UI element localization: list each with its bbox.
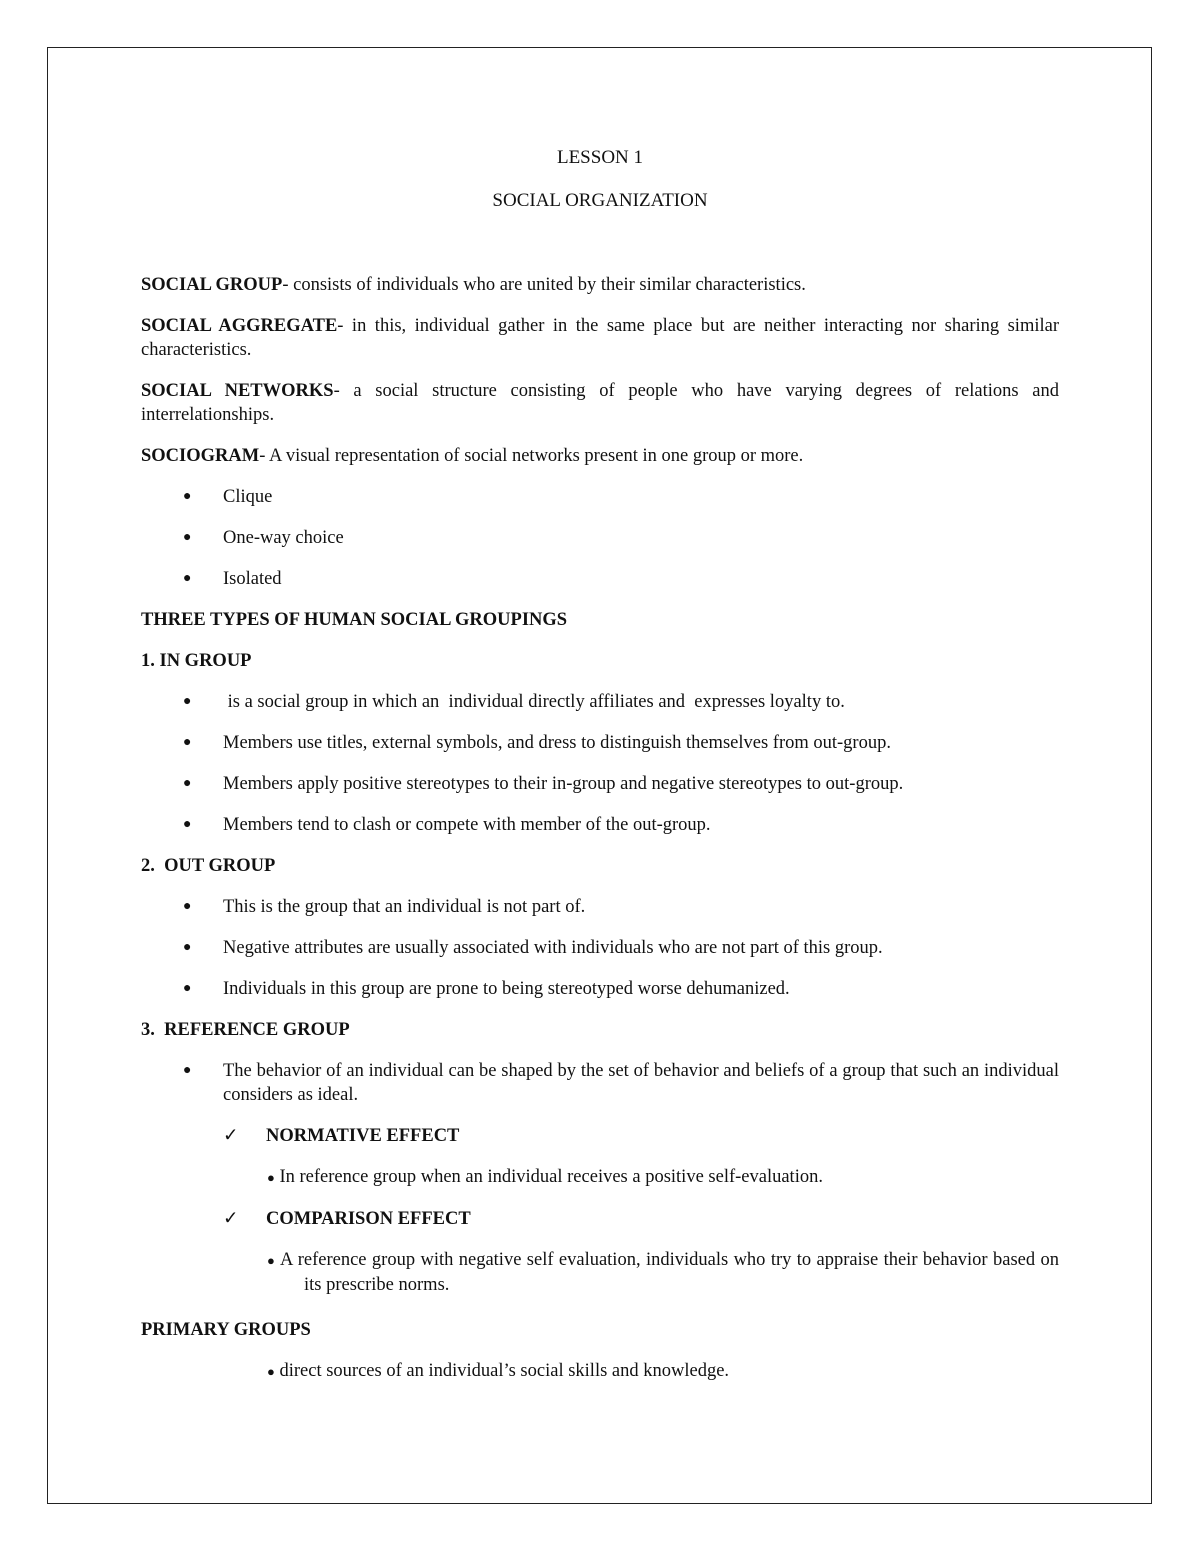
list-item (141, 977, 1059, 1001)
list-item-text: Clique (223, 487, 273, 507)
definition-term: SOCIAL AGGREGATE (141, 316, 338, 336)
definition-social-aggregate (141, 314, 1059, 362)
bullet-icon: ● (183, 776, 192, 791)
comparison-effect-item (141, 1248, 1059, 1297)
list-item-text: Isolated (223, 569, 282, 589)
bullet-icon: ● (183, 694, 192, 709)
definition-text: - A visual representation of social networks present in one group or more. (259, 446, 804, 466)
types-heading: THREE TYPES OF HUMAN SOCIAL GROUPINGS (141, 610, 568, 630)
bullet-icon: ● (183, 1063, 192, 1078)
checkmark-icon: ✓ (223, 1209, 239, 1229)
list-item-text: One-way choice (223, 528, 344, 548)
check-item-label: NORMATIVE EFFECT (266, 1126, 460, 1146)
check-item-label: COMPARISON EFFECT (266, 1209, 471, 1229)
reference-group-list (141, 1059, 1059, 1107)
list-item-text: Negative attributes are usually associated with individuals who are not part of this group. (223, 938, 883, 958)
normative-effect-heading (141, 1124, 1059, 1148)
out-group-list (141, 895, 1059, 1001)
list-item (141, 526, 1059, 550)
definition-text: - in this, individual gather in the same place but are neither interacting nor sharing similar characteristics. (141, 316, 1059, 360)
definition-sociogram (141, 444, 1059, 468)
list-item (141, 690, 1059, 714)
sociogram-list (141, 485, 1059, 591)
definition-text: - consists of individuals who are united by their similar characteristics. (282, 275, 806, 295)
bullet-icon: ● (183, 489, 192, 504)
list-item-text: The behavior of an individual can be shaped by the set of behavior and beliefs of a group that such an individual considers as ideal. (223, 1061, 1059, 1105)
definition-term: SOCIAL NETWORKS (141, 381, 334, 401)
list-item (141, 772, 1059, 796)
document-content (141, 141, 1059, 1401)
bullet-icon: ● (183, 817, 192, 832)
definition-term: SOCIOGRAM (141, 446, 260, 466)
lesson-number: LESSON 1 (556, 147, 644, 168)
list-item-text: Members tend to clash or compete with member of the out-group. (223, 815, 711, 835)
in-group-heading: 1. IN GROUP (141, 651, 252, 671)
bullet-icon: ● (183, 981, 192, 996)
list-item (141, 1059, 1059, 1107)
list-item (141, 485, 1059, 509)
bullet-icon: ● (267, 1170, 275, 1185)
bullet-icon: ● (183, 735, 192, 750)
reference-group-heading: 3. REFERENCE GROUP (141, 1020, 350, 1040)
in-group-list (141, 690, 1059, 837)
sub-item-text: A reference group with negative self evaluation, individuals who try to appraise their behavior based on its prescribe norms. (280, 1250, 1059, 1295)
bullet-icon: ● (183, 530, 192, 545)
lesson-title: SOCIAL ORGANIZATION (492, 190, 708, 211)
definition-social-networks (141, 379, 1059, 427)
bullet-icon: ● (183, 899, 192, 914)
definition-social-group (141, 273, 1059, 297)
list-item (141, 936, 1059, 960)
sub-item-text: In reference group when an individual receives a positive self-evaluation. (279, 1167, 823, 1187)
list-item-text: Members apply positive stereotypes to their in-group and negative stereotypes to out-group. (223, 774, 904, 794)
normative-effect-item (141, 1165, 1059, 1190)
bullet-icon: ● (183, 940, 192, 955)
out-group-heading: 2. OUT GROUP (141, 856, 276, 876)
list-item-text: Individuals in this group are prone to being stereotyped worse dehumanized. (223, 979, 790, 999)
list-item-text: is a social group in which an individual directly affiliates and expresses loyalty to. (223, 692, 845, 712)
definition-text: - a social structure consisting of people who have varying degrees of relations and interrelationships. (141, 381, 1059, 425)
list-item (141, 731, 1059, 755)
primary-groups-heading: PRIMARY GROUPS (141, 1320, 311, 1340)
list-item-text: This is the group that an individual is not part of. (223, 897, 586, 917)
bullet-icon: ● (267, 1253, 276, 1268)
list-item (141, 895, 1059, 919)
checkmark-icon: ✓ (223, 1126, 239, 1146)
primary-groups-item (141, 1359, 1059, 1384)
comparison-effect-heading (141, 1207, 1059, 1231)
list-item (141, 567, 1059, 591)
bullet-icon: ● (183, 571, 192, 586)
bullet-icon: ● (267, 1364, 275, 1379)
list-item (141, 813, 1059, 837)
list-item-text: Members use titles, external symbols, and dress to distinguish themselves from out-group. (223, 733, 891, 753)
sub-item-text: direct sources of an individual’s social skills and knowledge. (279, 1361, 730, 1381)
definition-term: SOCIAL GROUP (141, 275, 283, 295)
